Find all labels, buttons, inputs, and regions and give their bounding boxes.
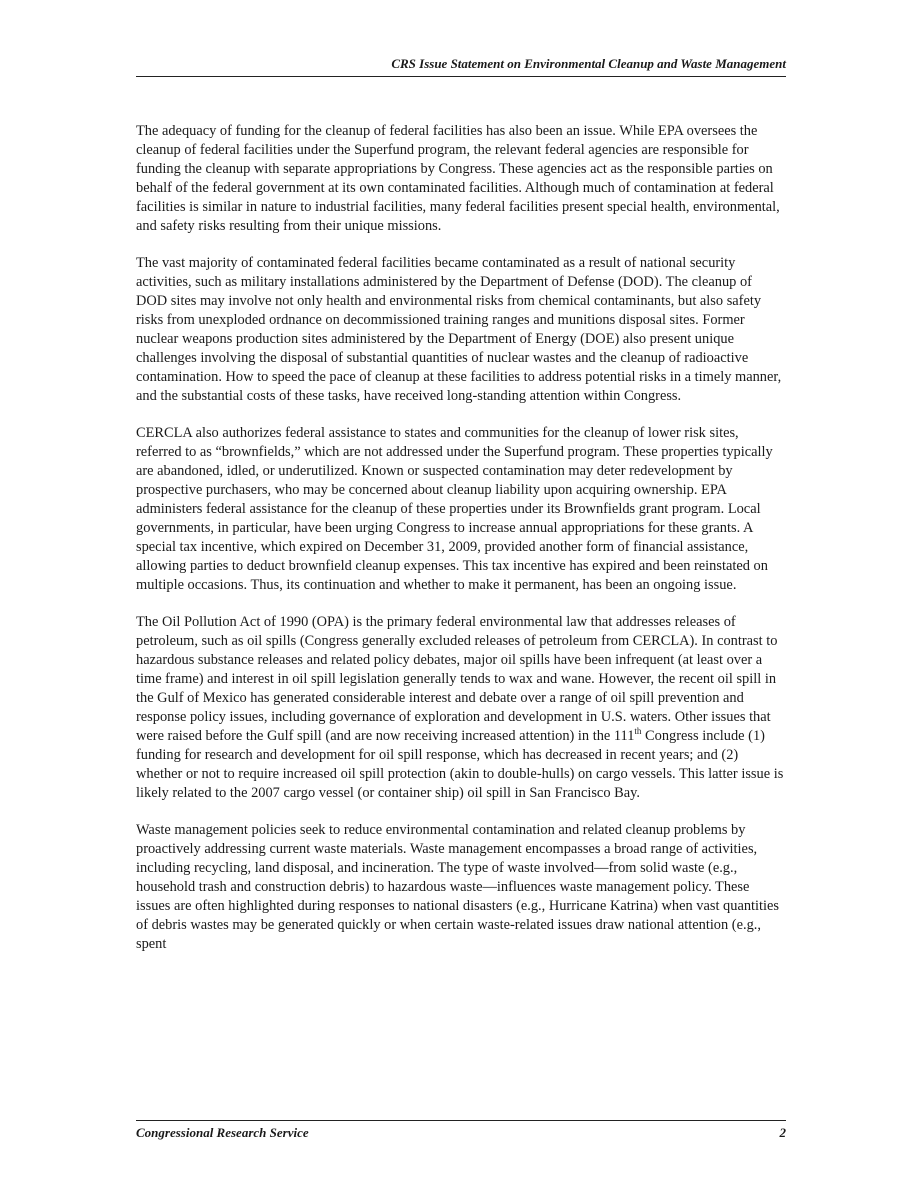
page-footer xyxy=(136,1120,786,1141)
header-title: CRS Issue Statement on Environmental Cleanup and Waste Management xyxy=(391,56,786,71)
paragraph-federal-facilities-funding: The adequacy of funding for the cleanup of federal facilities has also been an issue. While EPA oversees the cleanup of federal facilities under the Superfund program, the relevant federal agencies are responsible for funding the cleanup with separate appropriations by Congress. These agencies act as the responsible parties on behalf of the federal government at its own contaminated facilities. Although much of contamination at federal facilities is similar in nature to industrial facilities, many federal facilities present special health, environmental, and safety risks resulting from their unique missions. xyxy=(136,123,780,234)
page-number: 2 xyxy=(779,1125,786,1140)
page-header xyxy=(136,56,786,77)
opa-text-before: The Oil Pollution Act of 1990 (OPA) is the primary federal environmental law that addresses releases of petroleum, such as oil spills (Congress generally excluded releases of petroleum from CERCLA). In contrast to hazardous substance releases and related policy debates, major oil spills have been infrequent (at least over a time frame) and interest in oil spill legislation generally tends to wax and wane. However, the recent oil spill in the Gulf of Mexico has generated considerable interest and debate over a range of oil spill prevention and response policy issues, including governance of exploration and development in U.S. waters. Other issues that were raised before the Gulf spill (and are now receiving increased attention) in the 111 xyxy=(136,614,778,744)
footer-organization: Congressional Research Service xyxy=(136,1125,309,1140)
document-body xyxy=(136,122,786,972)
paragraph-national-security-contamination: The vast majority of contaminated federal facilities became contaminated as a result of national security activities, such as military installations administered by the Department of Defense (DOD). The cleanup of DOD sites may involve not only health and environmental risks from chemical contaminants, but also safety risks from unexploded ordnance on decommissioned training ranges and munitions disposal sites. Former nuclear weapons production sites administered by the Department of Energy (DOE) also present unique challenges involving the disposal of substantial quantities of nuclear wastes and the cleanup of radioactive contamination. How to speed the pace of cleanup at these facilities to address potential risks in a timely manner, and the substantial costs of these tasks, have received long-standing attention within Congress. xyxy=(136,255,782,404)
opa-text-after: Congress include (1) funding for research and development for oil spill response, which has decreased in recent years; and (2) whether or not to require increased oil spill protection (akin to double-hulls) on cargo vessels. This latter issue is likely related to the 2007 cargo vessel (or container ship) oil spill in San Francisco Bay. xyxy=(136,728,784,801)
paragraph-oil-pollution-act xyxy=(136,613,786,803)
opa-superscript: th xyxy=(634,726,642,737)
paragraph-brownfields: CERCLA also authorizes federal assistance to states and communities for the cleanup of lower risk sites, referred to as “brownfields,” which are not addressed under the Superfund program. These properties typically are abandoned, idled, or underutilized. Known or suspected contamination may deter redevelopment by prospective purchasers, who may be concerned about cleanup liability upon acquiring ownership. EPA administers federal assistance for the cleanup of these properties under its Brownfields grant program. Local governments, in particular, have been urging Congress to increase annual appropriations for these grants. A special tax incentive, which expired on December 31, 2009, provided another form of financial assistance, allowing parties to deduct brownfield cleanup expenses. This tax incentive has expired and been reinstated on multiple occasions. Thus, its continuation and whether to make it permanent, has been an ongoing issue. xyxy=(136,425,773,593)
paragraph-waste-management: Waste management policies seek to reduce environmental contamination and related cleanup problems by proactively addressing current waste materials. Waste management encompasses a broad range of activities, including recycling, land disposal, and incineration. The type of waste involved—from solid waste (e.g., household trash and construction debris) to hazardous waste—influences waste management policy. These issues are often highlighted during responses to national disasters (e.g., Hurricane Katrina) when vast quantities of debris wastes may be generated quickly or when certain waste-related issues draw national attention (e.g., spent xyxy=(136,822,780,952)
